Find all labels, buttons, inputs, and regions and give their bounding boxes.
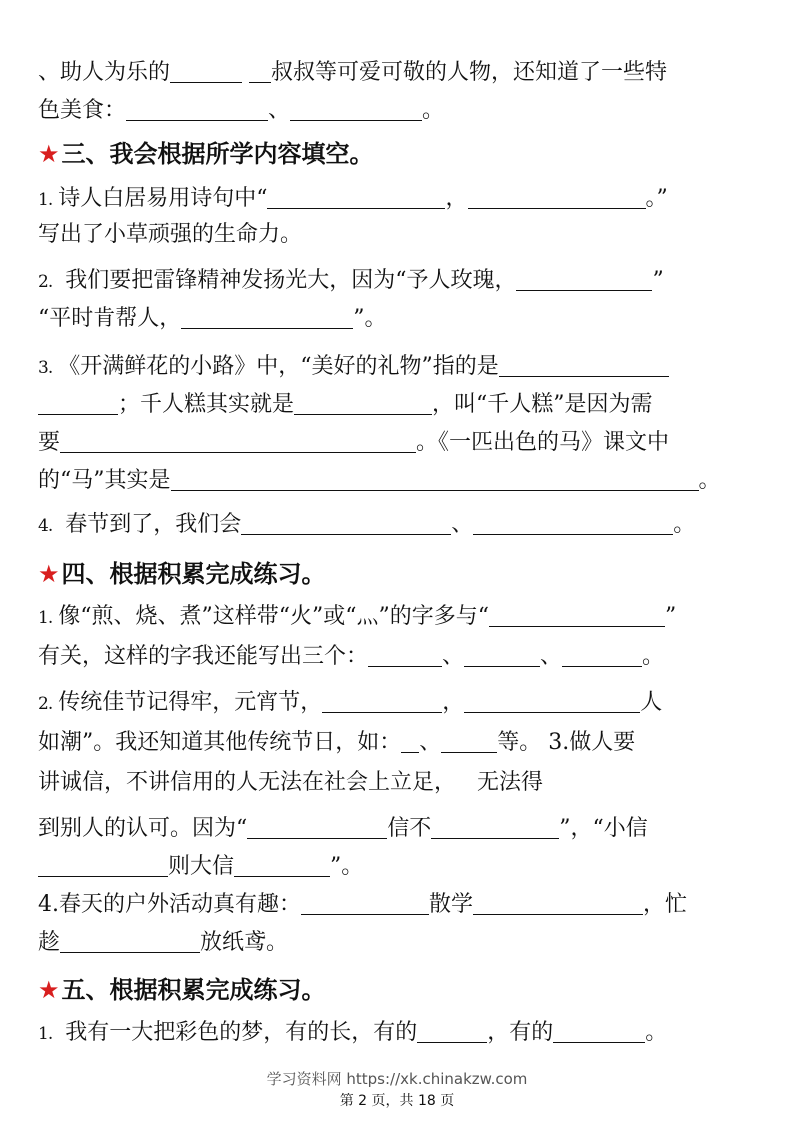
fill-blank[interactable] [473, 510, 673, 535]
fill-blank[interactable] [38, 852, 168, 877]
fill-blank[interactable] [241, 510, 451, 535]
text: 《开满鲜花的小路》中，“美好的礼物”指的是 [58, 354, 499, 379]
s3-q1-line-1 [38, 182, 758, 217]
fill-blank[interactable] [473, 890, 643, 915]
fill-blank[interactable] [267, 184, 445, 209]
s4-q3-line-2 [38, 766, 758, 800]
text: 、助人为乐的 [38, 60, 171, 85]
text: ， [442, 690, 465, 715]
text: 。 [673, 512, 696, 537]
s4-q4-line-1 [38, 888, 758, 922]
star-icon: ★ [38, 976, 60, 1004]
fill-blank[interactable] [368, 642, 442, 667]
fill-blank[interactable] [468, 184, 646, 209]
text: ” [664, 604, 677, 629]
s4-q2-line-1 [38, 686, 758, 721]
text: 做人要 [569, 730, 636, 755]
fill-blank[interactable] [322, 688, 442, 713]
text: 。 [698, 468, 721, 493]
text: ，叫“千人糕”是因为需 [432, 392, 653, 417]
fill-blank[interactable] [489, 602, 665, 627]
star-icon: ★ [38, 560, 60, 588]
s4-q2-line-2 [38, 726, 758, 760]
text: 叔叔等可爱可敬的人物，还知道了一些特 [271, 60, 668, 85]
fill-blank[interactable] [290, 96, 422, 121]
s3-q2-line-1 [38, 264, 758, 299]
section-3-heading [38, 136, 374, 172]
s4-q1-line-2 [38, 640, 758, 674]
text: ，忙 [643, 892, 688, 917]
text: 色美食： [38, 98, 127, 123]
fill-blank[interactable] [249, 58, 271, 83]
fill-blank[interactable] [60, 928, 200, 953]
text: ” [652, 268, 664, 293]
s3-q3-line-3 [38, 426, 758, 460]
text: 有关，这样的字我还能写出三个： [38, 644, 369, 669]
fill-blank[interactable] [464, 688, 640, 713]
text: 讲诚信，不讲信用的人无法在社会上立足， [38, 770, 457, 795]
fill-blank[interactable] [553, 1018, 645, 1043]
s5-q1-line-1 [38, 1016, 758, 1051]
question-number: 3. [38, 358, 53, 378]
text: 。《一匹出色的马》课文中 [416, 430, 670, 455]
question-number: 1. [38, 608, 53, 628]
question-number: 1. [38, 190, 53, 210]
section-4-heading [38, 556, 326, 592]
fill-blank[interactable] [294, 390, 432, 415]
text: 。 [422, 98, 445, 123]
page-number: 第 2 页，共 18 页 [339, 1093, 455, 1109]
text: 人 [640, 690, 663, 715]
text: “平时肯帮人， [38, 306, 182, 331]
text: ；千人糕其实就是 [118, 392, 295, 417]
text: 的“马”其实是 [38, 468, 171, 493]
intro-line-2 [38, 94, 758, 128]
intro-line-1 [38, 56, 758, 90]
text: 信不 [387, 816, 432, 841]
question-number: 2. [38, 694, 53, 714]
text: 、 [268, 98, 291, 123]
fill-blank[interactable] [431, 814, 559, 839]
text: ， [445, 186, 468, 211]
fill-blank[interactable] [181, 304, 353, 329]
text: 则大信 [168, 854, 235, 879]
fill-blank[interactable] [247, 814, 387, 839]
fill-blank[interactable] [60, 428, 416, 453]
text: 到别人的认可。因为“ [38, 816, 248, 841]
section-title: 五、根据积累完成练习。 [61, 976, 326, 1004]
text: ”。 [353, 306, 387, 331]
fill-blank[interactable] [234, 852, 330, 877]
fill-blank[interactable] [170, 58, 242, 83]
text: 、 [442, 644, 465, 669]
text: 放纸鸢。 [200, 930, 289, 955]
fill-blank[interactable] [126, 96, 268, 121]
s4-q3-line-3 [38, 812, 758, 846]
question-number: 1. [38, 1024, 53, 1044]
s3-q3-line-1 [38, 350, 758, 385]
fill-blank[interactable] [562, 642, 642, 667]
question-number: 2. [38, 272, 53, 292]
section-5-heading [38, 972, 326, 1008]
text: 。 [642, 644, 665, 669]
s3-q2-line-2 [38, 302, 758, 336]
text: 、 [540, 644, 563, 669]
text: ，有的 [487, 1020, 554, 1045]
text: 无法得 [477, 770, 544, 795]
star-icon: ★ [38, 140, 60, 168]
text: 趁 [38, 930, 61, 955]
fill-blank[interactable] [499, 352, 669, 377]
text: 写出了小草顽强的生命力。 [38, 222, 303, 247]
text: 、 [451, 512, 474, 537]
footer-site-link[interactable]: 学习资料网 https://xk.chinakzw.com [266, 1070, 528, 1088]
text: 像“煎、烧、煮”这样带“火”或“灬”的字多与“ [58, 604, 489, 629]
text: 4.春天的户外活动真有趣： [38, 892, 301, 917]
text: 散学 [429, 892, 474, 917]
s3-q3-line-4 [38, 464, 758, 498]
fill-blank[interactable] [464, 642, 540, 667]
s3-q1-line-2 [38, 218, 758, 252]
text: 等。 [497, 730, 542, 755]
s3-q4-line-1 [38, 508, 758, 543]
fill-blank[interactable] [441, 728, 497, 753]
fill-blank[interactable] [301, 890, 429, 915]
fill-blank[interactable] [401, 728, 419, 753]
fill-blank[interactable] [417, 1018, 487, 1043]
text: 春节到了，我们会 [65, 512, 242, 537]
text: ”，“小信 [559, 816, 648, 841]
text: ”。 [330, 854, 364, 879]
text: 。 [645, 1020, 668, 1045]
question-number: 4. [38, 516, 53, 536]
s4-q1-line-1 [38, 600, 758, 635]
text: 我有一大把彩色的梦，有的长，有的 [65, 1020, 418, 1045]
text: 。” [645, 186, 668, 211]
text: 我们要把雷锋精神发扬光大，因为“予人玫瑰， [65, 268, 517, 293]
question-number: 3. [548, 730, 570, 755]
text: 要 [38, 430, 61, 455]
fill-blank[interactable] [516, 266, 652, 291]
s3-q3-line-2 [38, 388, 758, 422]
section-title: 三、我会根据所学内容填空。 [61, 140, 374, 168]
section-title: 四、根据积累完成练习。 [61, 560, 326, 588]
fill-blank[interactable] [38, 390, 118, 415]
s4-q4-line-2 [38, 926, 758, 960]
text: 传统佳节记得牢，元宵节， [58, 690, 323, 715]
text: 、 [419, 730, 442, 755]
text: 如潮”。我还知道其他传统节日，如： [38, 730, 402, 755]
fill-blank[interactable] [171, 466, 699, 491]
s4-q3-line-4 [38, 850, 758, 884]
text: 诗人白居易用诗句中“ [58, 186, 268, 211]
